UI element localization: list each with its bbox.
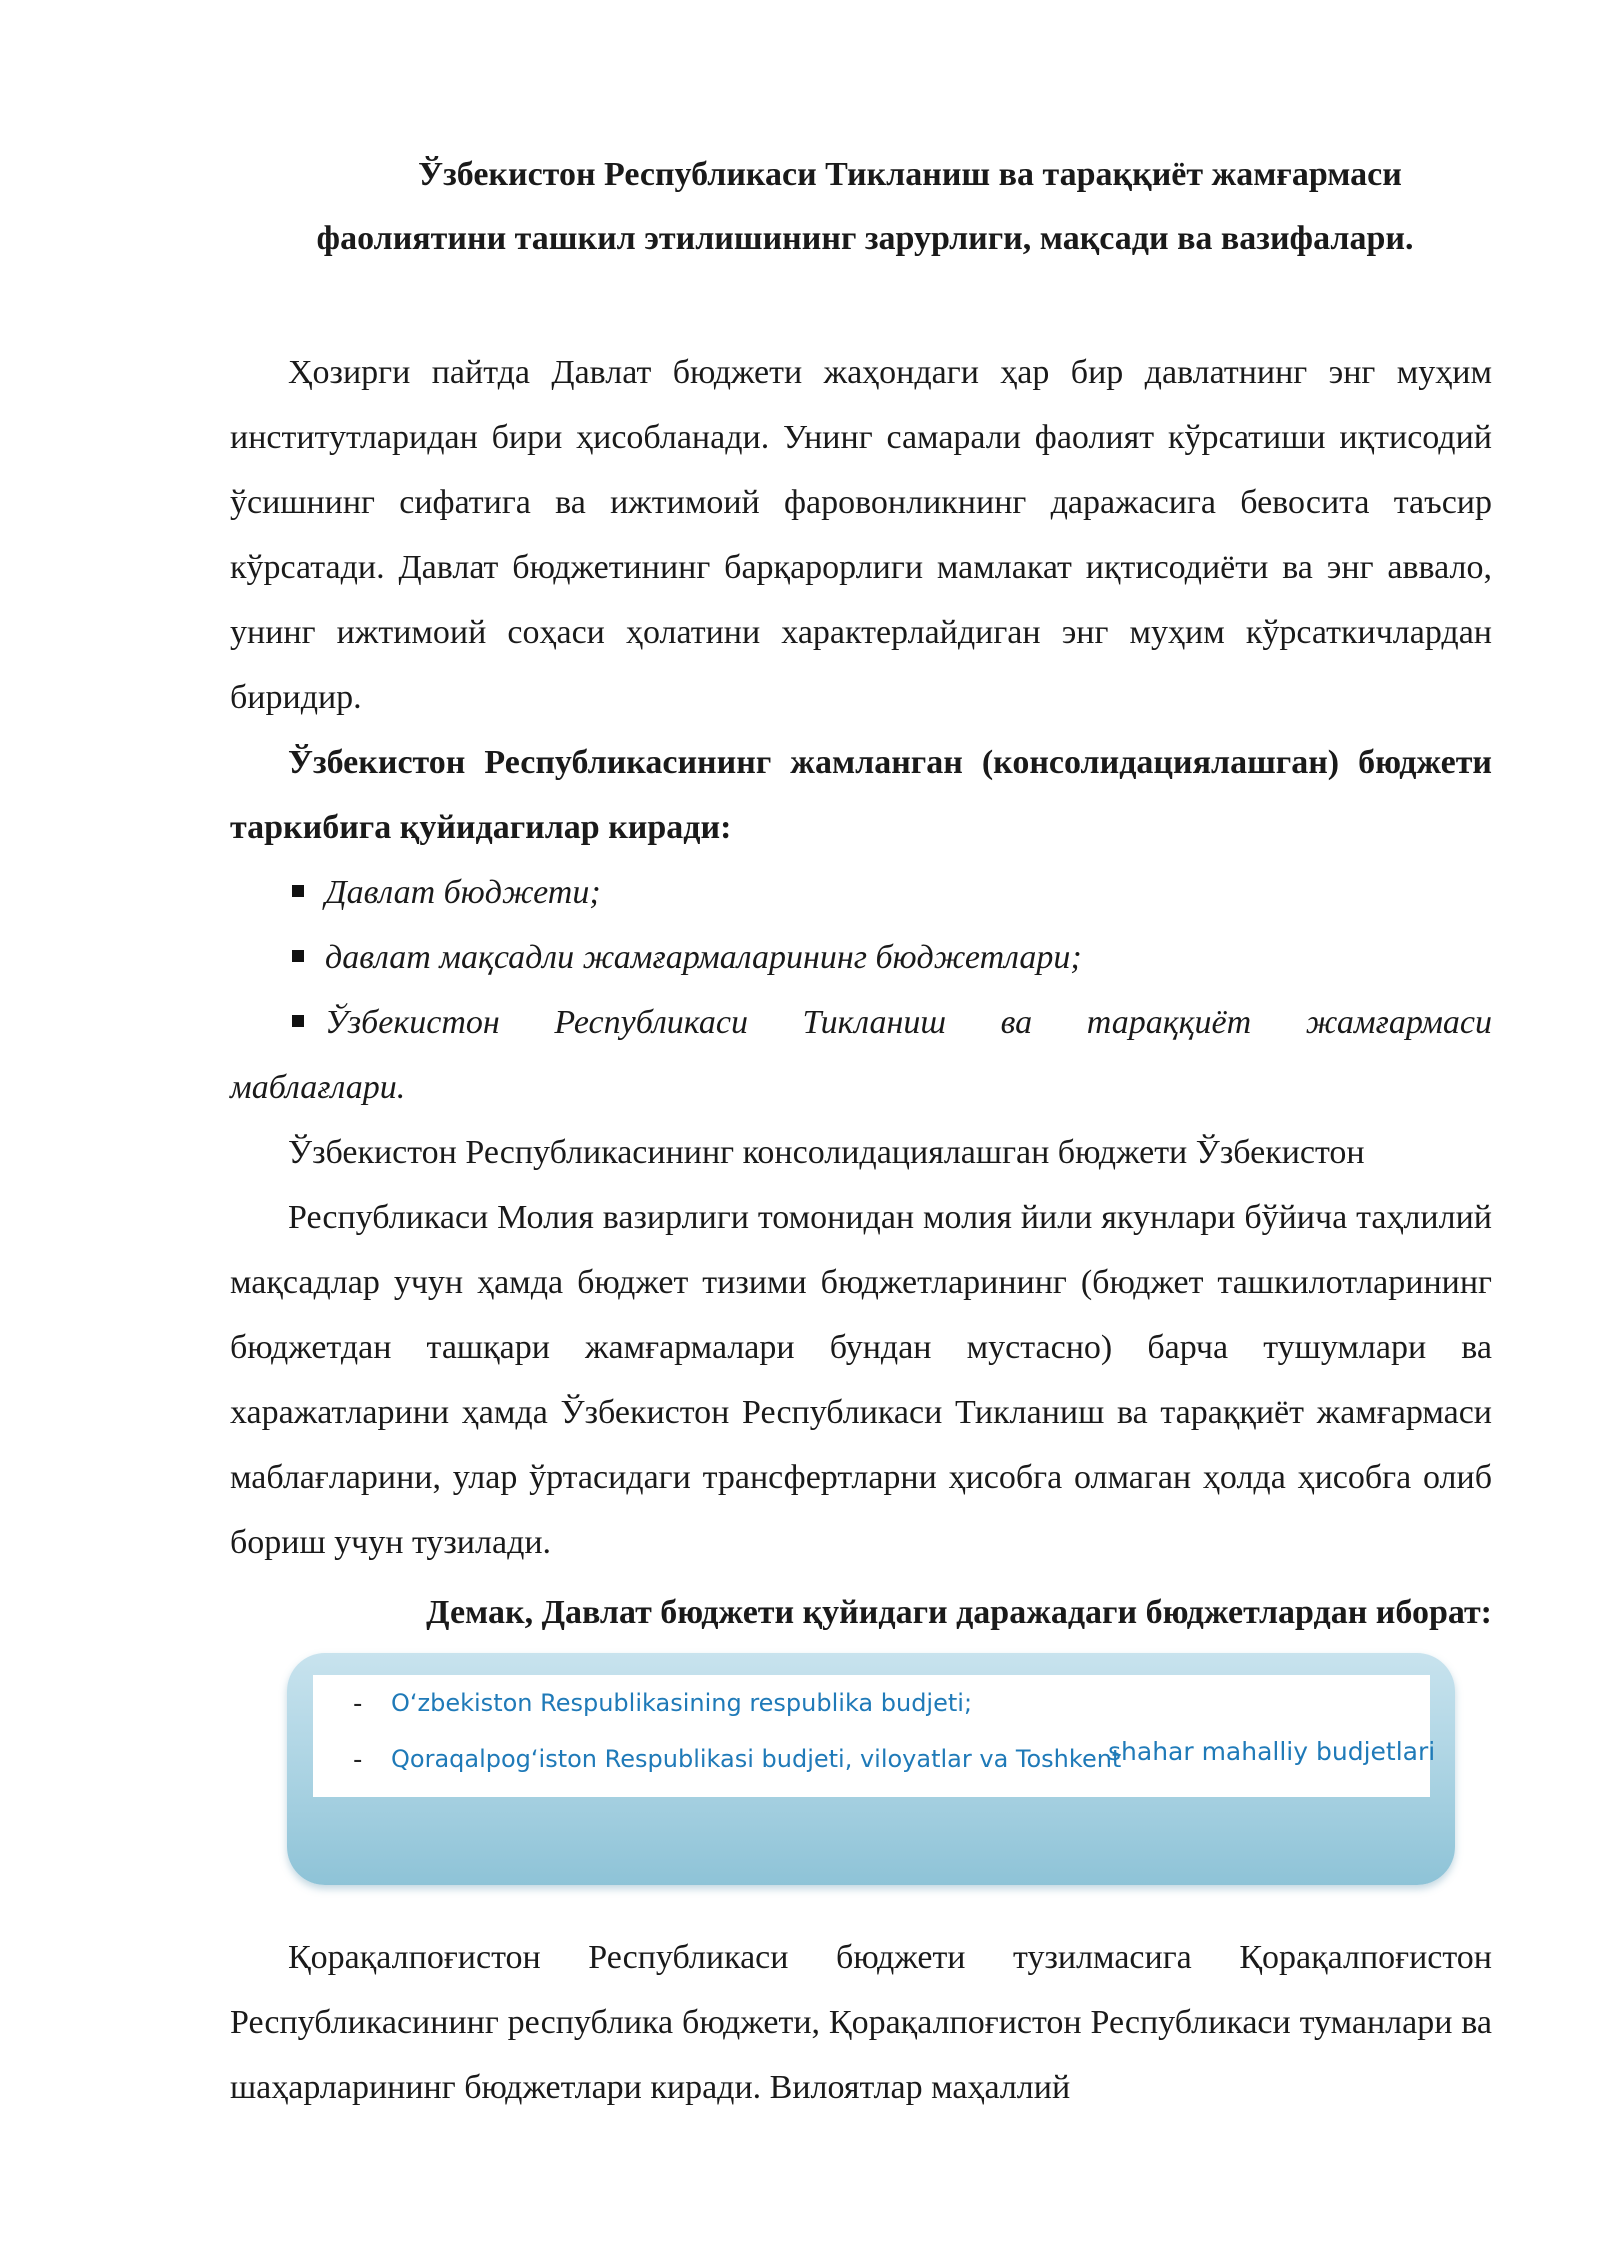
- paragraph-consolidated-line1: Ўзбекистон Республикасининг консолидациялашган бюджети Ўзбекистон: [288, 1134, 1365, 1171]
- bullet-list: [230, 860, 1492, 1120]
- list-item: Ўзбекистон Республикаси Тикланиш ва тараққиёт жамғармаси: [230, 990, 1492, 1055]
- paragraph-budget-levels: Демак, Давлат бюджети қуйидаги даражадаги бюджетлардан иборат:: [426, 1594, 1492, 1631]
- list-item: давлат мақсадли жамғармаларининг бюджетлари;: [230, 925, 1492, 990]
- budget-level-regional: Qoraqalpog‘iston Respublikasi budjeti, viloyatlar va Toshkent: [391, 1745, 1122, 1773]
- paragraph-consolidated-heading: Ўзбекистон Республикасининг жамланган (консолидациялашган) бюджети таркибига қуйидагилар киради:: [230, 744, 1492, 846]
- title-line-1: Ўзбекистон Республикаси Тикланиш ва тараққиёт жамғармаси: [418, 156, 1402, 193]
- paragraph-karakalpakstan: Қорақалпоғистон Республикаси бюджети тузилмасига Қорақалпоғистон Республикасининг республика бюджети, Қорақалпоғистон Республикаси туманлари ва шаҳарларининг бюджетлари киради. Вилоятлар маҳаллий: [230, 1939, 1492, 2106]
- paragraph-consolidated-body: Республикаси Молия вазирлиги томонидан молия йили якунлари бўйича таҳлилий мақсадлар учун ҳамда бюджет тизими бюджетларининг (бюджет ташкилотларининг бюджетдан ташқари жамғармалари бундан мустасно) барча тушумлари ва харажатларини ҳамда Ўзбекистон Республикаси Тикланиш ва тараққиёт жамғармаси маблағларини, улар ўртасидаги трансфертларни ҳисобга олмаган ҳолда ҳисобга олиб бориш учун тузилади.: [230, 1199, 1492, 1561]
- budget-level-republic: O‘zbekiston Respublikasining respublika budjeti;: [391, 1689, 973, 1717]
- document-title: [230, 143, 1500, 271]
- dash-bullet-icon: -: [353, 1689, 363, 1719]
- paragraph-intro: Ҳозирги пайтда Давлат бюджети жаҳондаги ҳар бир давлатнинг энг муҳим институтларидан бири ҳисобланади. Унинг самарали фаолият кўрсатиши иқтисодий ўсишнинг сифатига ва ижтимоий фаровонликнинг даражасига бевосита таъсир кўрсатади. Давлат бюджетининг барқарорлиги мамлакат иқтисодиёти ва энг аввало, унинг ижтимоий соҳаси ҳолатини характерлайдиган энг муҳим кўрсаткичлардан биридир.: [230, 354, 1492, 716]
- square-bullet-icon: [292, 950, 304, 962]
- list-item-continuation: маблағлари.: [230, 1069, 406, 1106]
- budget-levels-box: [313, 1675, 1436, 1797]
- title-line-2: фаолиятини ташкил этилишининг зарурлиги, мақсади ва вазифалари.: [316, 220, 1414, 257]
- list-item: Давлат бюджети;: [230, 860, 1492, 925]
- square-bullet-icon: [292, 885, 304, 897]
- square-bullet-icon: [292, 1015, 304, 1027]
- dash-bullet-icon: -: [353, 1745, 363, 1775]
- budget-level-regional-continued: shahar mahalliy budjetlari: [1108, 1737, 1436, 1766]
